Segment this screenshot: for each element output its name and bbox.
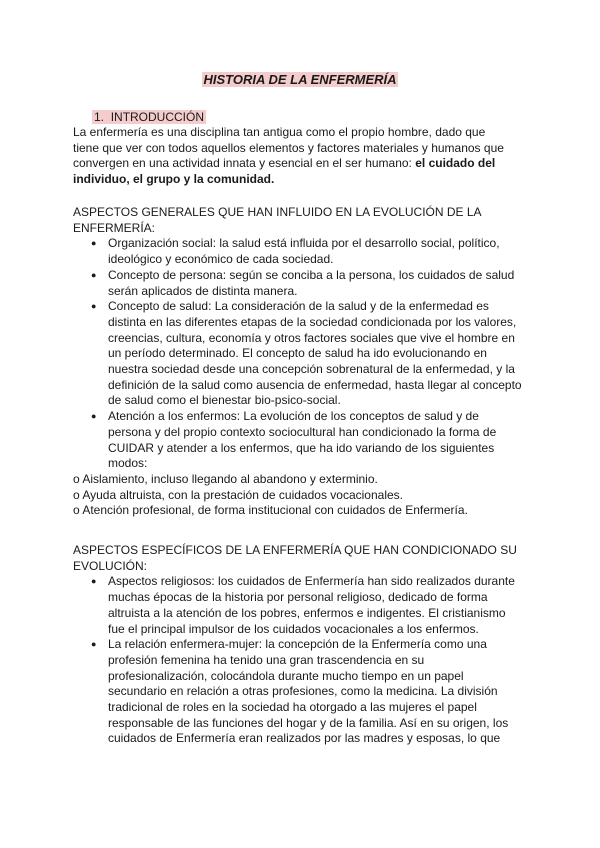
section-heading-introduccion [92,109,206,125]
document-title [0,71,600,89]
list-item: ● Organización social: la salud está influida por el desarrollo social, político, ideológico y económico de cada sociedad. [73,236,523,267]
sub-item: o Ayuda altruista, con la prestación de cuidados vocacionales. [73,487,403,502]
sub-item: o Atención profesional, de forma institucional con cuidados de Enfermería. [73,503,468,518]
list-item: ● Concepto de persona: según se conciba a la persona, los cuidados de salud serán aplicados de distinta manera. [73,268,523,299]
specific-aspects-section [73,543,523,747]
intro-text: La enfermería es una disciplina tan antigua como el propio hombre, dado que tiene que ver con todos aquellos elementos y factores materiales y humanos que convergen en una actividad innata y esencial en el ser humano: [73,125,504,171]
general-aspects-list [73,236,523,472]
section-heading-text: INTRODUCCIÓN [110,110,205,124]
list-item: ● Concepto de salud: La consideración de la salud y de la enfermedad es distinta en las diferentes etapas de la sociedad condicionada por los valores, creencias, cultura, economía y otros factores sociales que vive el hombre en un período determinado. El concepto de salud ha ido evolucionando en nuestra sociedad desde una concepción sobrenatural de la enfermedad, y la definición de la salud como ausencia de enfermedad, hasta llegar al concepto de salud como el bienestar bio-psico-social. [73,299,523,409]
sub-item: o Aislamiento, incluso llegando al abandono y exterminio. [73,471,378,486]
document-title-text: HISTORIA DE LA ENFERMERÍA [203,72,397,87]
intro-bold-text: el cuidado del individuo, el grupo y la comunidad. [73,156,496,187]
section-number: 1. [94,110,105,124]
list-item: ● La relación enfermera-mujer: la concepción de la Enfermería como una profesión femenina ha tenido una gran trascendencia en su profesionalización, colocándola durante mucho tiempo en un papel secundario en relación a otras profesiones, como la medicina. La división tradicional de roles en la sociedad ha otorgado a las mujeres el papel responsable de las funciones del hogar y de la familia. Así en su origen, los cuidados de Enfermería eran realizados por las madres y esposas, lo que [73,637,523,747]
section-heading-highlight [92,110,206,124]
general-aspects-heading: ASPECTOS GENERALES QUE HAN INFLUIDO EN LA EVOLUCIÓN DE LA ENFERMERÍA: [73,205,481,235]
intro-paragraph [73,125,513,188]
list-item: ● Atención a los enfermos: La evolución de los conceptos de salud y de persona y del propio contexto sociocultural han condicionado la forma de CUIDAR y atender a los enfermos, que ha ido variando de los siguientes modos: [73,409,523,472]
general-aspects-section [73,205,523,519]
specific-aspects-list [73,574,523,747]
specific-aspects-heading: ASPECTOS ESPECÍFICOS DE LA ENFERMERÍA QUE HAN CONDICIONADO SU EVOLUCIÓN: [73,543,517,573]
list-item: ● Aspectos religiosos: los cuidados de Enfermería han sido realizados durante muchas épocas de la historia por personal religioso, dedicado de forma altruista a la atención de los pobres, enfermos e indigentes. El cristianismo fue el principal impulsor de los cuidados vocacionales a los enfermos. [73,574,523,637]
